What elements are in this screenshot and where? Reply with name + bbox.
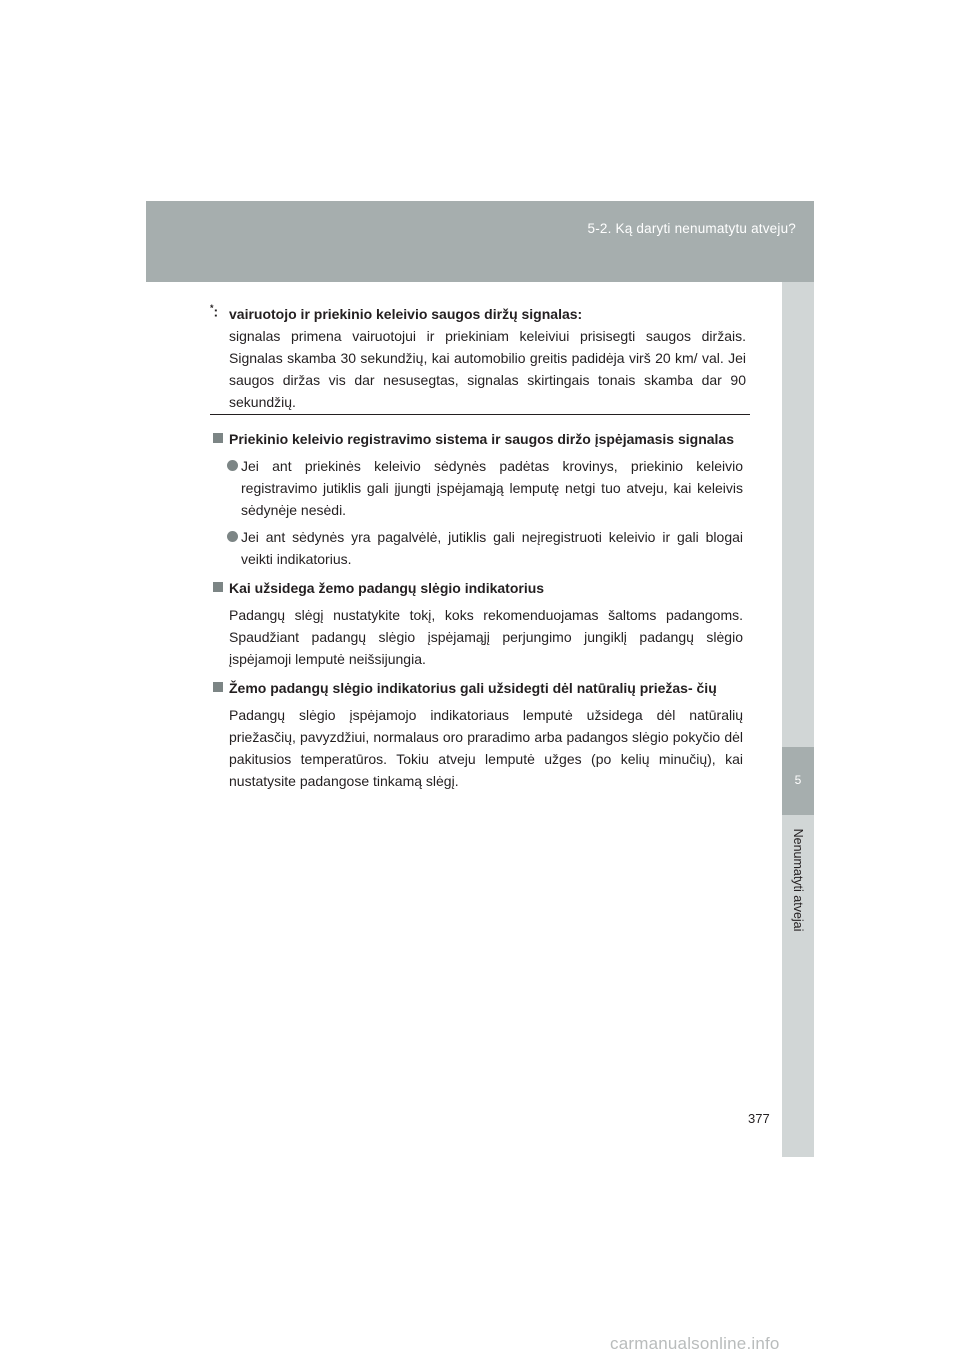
side-tab-strip — [782, 282, 814, 1157]
section-natural-causes — [213, 677, 743, 792]
list-item — [227, 526, 743, 570]
footnote-marker: *: — [210, 303, 219, 320]
footnote — [210, 303, 746, 413]
page-number: 377 — [748, 1111, 770, 1126]
watermark: carmanualsonline.info — [610, 1334, 780, 1353]
list-item-text: Jei ant priekinės keleivio sėdynės padėtas krovinys, priekinio keleivio registravimo jutiklis gali įjungti įspėjamąją lemputę netgi tuo atveju, kai keleivis sėdynėje nesėdi. — [241, 458, 743, 518]
section-title: 5-2. Ką daryti nenumatytu atveju? — [587, 221, 796, 236]
section-heading — [213, 428, 743, 450]
round-bullet-icon — [227, 460, 238, 471]
section-heading-text: Žemo padangų slėgio indikatorius gali užsidegti dėl natūralių priežas- čių — [229, 680, 717, 696]
main-content — [213, 428, 743, 799]
chapter-tab[interactable] — [782, 747, 814, 815]
section-heading — [213, 677, 743, 699]
footnote-heading: vairuotojo ir priekinio keleivio saugos diržų signalas: — [229, 306, 583, 322]
section-passenger-detection — [213, 428, 743, 570]
list-item-text: Jei ant sėdynės yra pagalvėlė, jutiklis gali neįregistruoti keleivio ir gali blogai veikti indikatorius. — [241, 529, 743, 567]
section-low-tire-pressure — [213, 577, 743, 670]
footnote-asterisk: * — [210, 303, 214, 313]
chapter-title: Nenumatyti atvejai — [791, 828, 805, 932]
square-bullet-icon — [213, 433, 223, 443]
header-band — [146, 201, 814, 282]
divider — [210, 414, 750, 415]
round-bullet-icon — [227, 531, 238, 542]
section-body: Padangų slėgio įspėjamojo indikatoriaus lemputė užsidega dėl natūralių priežasčių, pavyzdžiui, normalaus oro praradimo arba padangos slėgio pokyčio dėl pakitusios temperatūros. Tokiu atveju lemputė užges (po kelių minučių), kai nustatysite padangose tinkamą slėgį. — [229, 707, 743, 789]
list-item — [227, 455, 743, 521]
footnote-text: signalas primena vairuotojui ir priekiniam keleiviui prisisegti saugos diržais. Signalas skamba 30 sekundžių, kai automobilio greitis padidėja virš 20 km/ val. Jei saugos diržas vis dar nesusegtas, signalas skirtingais tonais skamba dar 90 sekundžių. — [229, 328, 746, 410]
section-heading-text: Kai užsidega žemo padangų slėgio indikatorius — [229, 580, 545, 596]
section-heading — [213, 577, 743, 599]
square-bullet-icon — [213, 582, 223, 592]
section-heading-text: Priekinio keleivio registravimo sistema ir saugos diržo įspėjamasis signalas — [229, 431, 734, 447]
chapter-number: 5 — [794, 773, 802, 787]
square-bullet-icon — [213, 682, 223, 692]
section-body: Padangų slėgį nustatykite tokį, koks rekomenduojamas šaltoms padangoms. Spaudžiant padangų slėgio įspėjamąjį perjungimo jungiklį padangų slėgio įspėjamoji lemputė neišsijungia. — [229, 607, 743, 667]
